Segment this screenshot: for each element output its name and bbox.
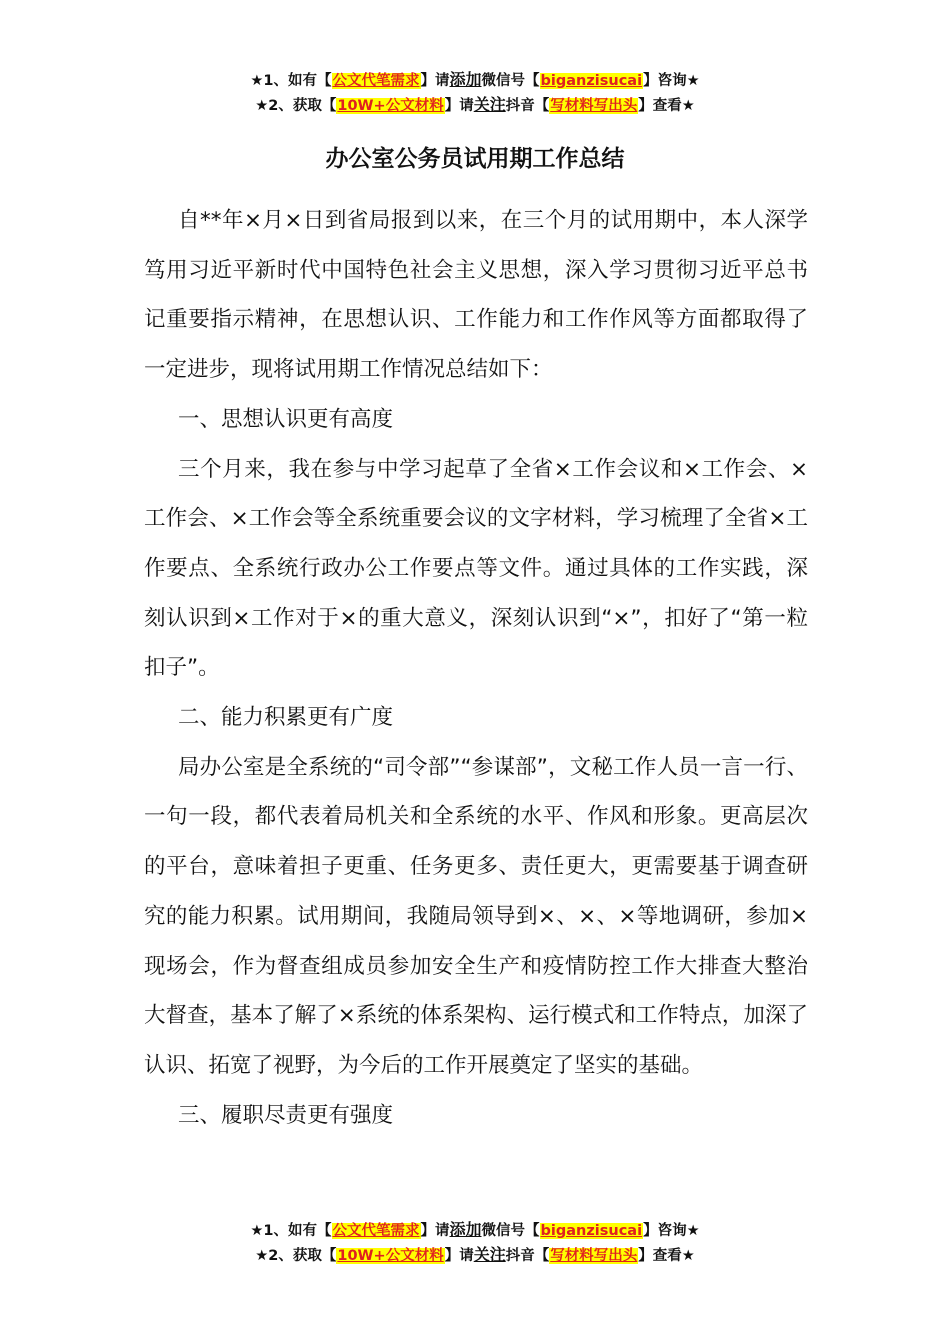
- promo-text: 】请: [420, 73, 450, 89]
- promo-text: ★2、获取【: [255, 1248, 337, 1264]
- promo-highlight: 写材料写出头: [550, 98, 638, 114]
- promo-line-1: [0, 1218, 950, 1243]
- promo-emphasis: 添加: [449, 70, 482, 89]
- promo-highlight: 10W+公文材料: [337, 98, 444, 114]
- promo-text: 抖音【: [505, 98, 550, 114]
- promo-text: 】咨询★: [643, 73, 700, 89]
- promo-emphasis: 关注: [473, 1245, 506, 1264]
- promo-text: ★2、获取【: [255, 98, 337, 114]
- promo-emphasis: 添加: [449, 1220, 482, 1239]
- promo-highlight: biganzisucai: [540, 1223, 643, 1239]
- section-heading-1: 一、思想认识更有高度: [178, 406, 394, 432]
- body-paragraph: 局办公室是全系统的“司令部”“参谋部”，文秘工作人员一言一行、一句一段，都代表着局机关和全系统的水平、作风和形象。更高层次的平台，意味着担子更重、任务更多、责任更大，更需要基于调查研究的能力积累。试用期间，我随局领导到×、×、×等地调研，参加×现场会，作为督查组成员参加安全生产和疫情防控工作大排查大整治大督查，基本了解了×系统的体系架构、运行模式和工作特点，加深了认识、拓宽了视野，为今后的工作开展奠定了坚实的基础。: [144, 754, 808, 1078]
- promo-text: 】请: [444, 1248, 474, 1264]
- promo-line-2: [0, 93, 950, 118]
- promo-text: 】请: [420, 1223, 450, 1239]
- promo-text: ★1、如有【: [250, 1223, 332, 1239]
- promo-text: ★1、如有【: [250, 73, 332, 89]
- promo-emphasis: 关注: [473, 95, 506, 114]
- footer-promo-banner: [0, 1218, 950, 1268]
- promo-highlight: 公文代笔需求: [332, 1223, 420, 1239]
- promo-highlight: 10W+公文材料: [337, 1248, 444, 1264]
- promo-highlight: biganzisucai: [540, 73, 643, 89]
- document-title: 办公室公务员试用期工作总结: [325, 146, 625, 172]
- header-promo-banner: [0, 68, 950, 118]
- promo-highlight: 写材料写出头: [550, 1248, 638, 1264]
- promo-text: 抖音【: [505, 1248, 550, 1264]
- promo-text: 】查看★: [638, 98, 695, 114]
- promo-text: 】请: [444, 98, 474, 114]
- promo-line-1: [0, 68, 950, 93]
- promo-text: 微信号【: [481, 1223, 540, 1239]
- promo-text: 】咨询★: [643, 1223, 700, 1239]
- section-heading-2: 二、能力积累更有广度: [178, 705, 394, 731]
- promo-line-2: [0, 1243, 950, 1268]
- section-heading-3: 三、履职尽责更有强度: [178, 1102, 394, 1128]
- body-paragraph: 三个月来，我在参与中学习起草了全省×工作会议和×工作会、×工作会、×工作会等全系统重要会议的文字材料，学习梳理了全省×工作要点、全系统行政办公工作要点等文件。通过具体的工作实践，深刻认识到×工作对于×的重大意义，深刻认识到“×”，扣好了“第一粒扣子”。: [144, 456, 808, 681]
- promo-text: 】查看★: [638, 1248, 695, 1264]
- document-body: [144, 196, 808, 1140]
- intro-paragraph: 自**年×月×日到省局报到以来，在三个月的试用期中，本人深学笃用习近平新时代中国特色社会主义思想，深入学习贯彻习近平总书记重要指示精神，在思想认识、工作能力和工作作风等方面都取得了一定进步，现将试用期工作情况总结如下：: [144, 208, 808, 383]
- promo-highlight: 公文代笔需求: [332, 73, 420, 89]
- promo-text: 微信号【: [481, 73, 540, 89]
